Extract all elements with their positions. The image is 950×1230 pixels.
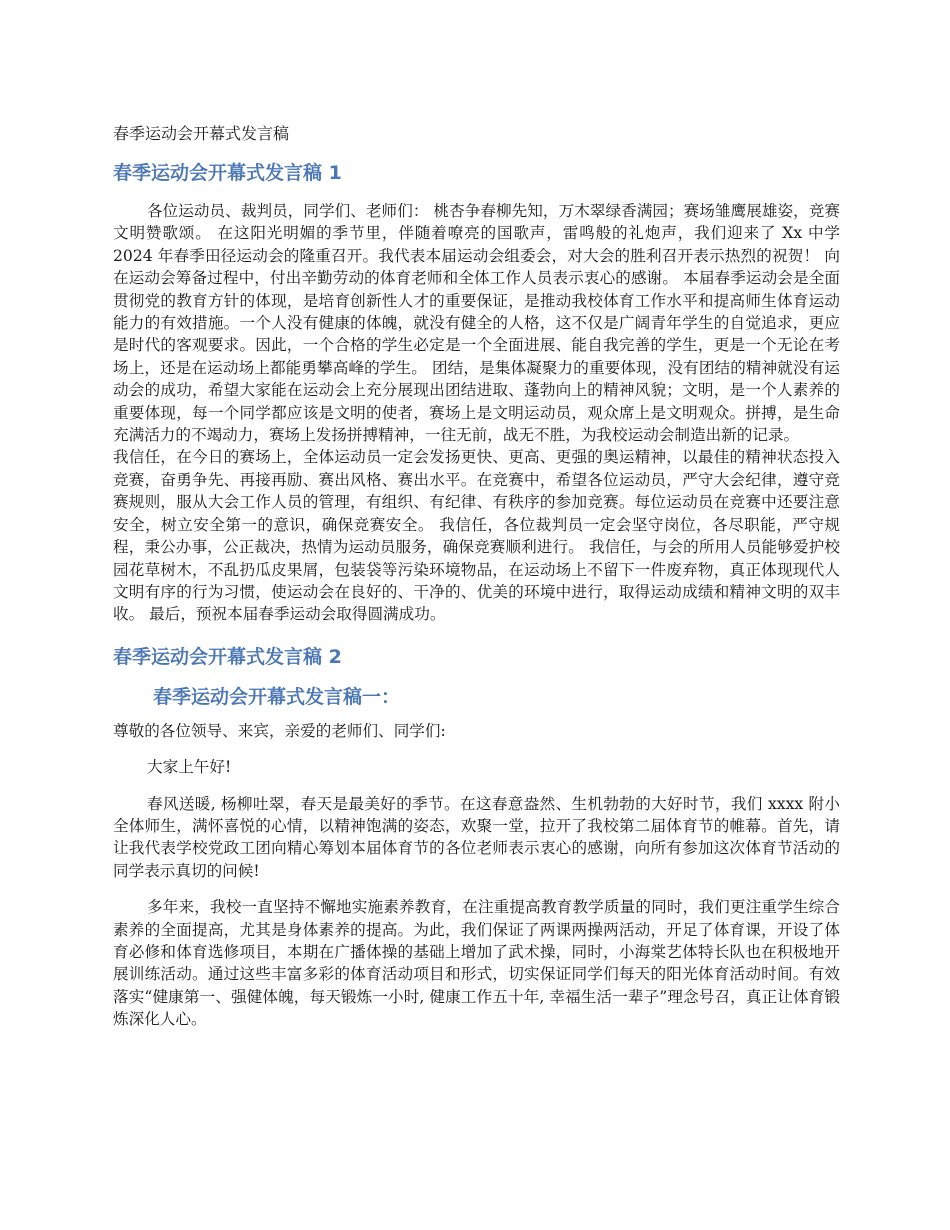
section-1-heading: 春季运动会开幕式发言稿 1 [113,162,342,184]
section-2-salutation: 尊敬的各位领导、来宾，亲爱的老师们、同学们: [113,721,446,740]
section-2-greeting: 大家上午好! [147,758,232,777]
section-1-paragraph-1: 各位运动员、裁判员，同学们、老师们： 桃杏争春柳先知，万木翠绿香满园；赛场雏鹰展雄姿，竞赛文明赞歌颂。 在这阳光明媚的季节里，伴随着嘹亮的国歌声，雷鸣般的礼炮声，我们迎来了 Xx 中学 2024 年春季田径运动会的隆重召开。我代表本届运动会组委会，对大会的胜利召开表示热烈的祝贺！ 向在运动会筹备过程中，付出辛勤劳动的体育老师和全体工作人员表示衷心的感谢。 本届春季运动会是全面贯彻党的教育方针的体现，是培育创新性人才的重要保证，是推动我校体育工作水平和提高师生体育运动能力的有效措施。一个人没有健康的体魄，就没有健全的人格，这不仅是广阔青年学生的自觉追求，更应是时代的客观要求。因此，一个合格的学生必定是一个全面进展、能自我完善的学生，更是一个无论在考场上，还是在运动场上都能勇攀高峰的学生。 团结，是集体凝聚力的重要体现，没有团结的精神就没有运动会的成功，希望大家能在运动会上充分展现出团结进取、蓬勃向上的精神风貌；文明，是一个人素养的重要体现，每一个同学都应该是文明的使者，赛场上是文明运动员，观众席上是文明观众。拼搏，是生命充满活力的不竭动力，赛场上发扬拼搏精神，一往无前，战无不胜，为我校运动会制造出新的记录。 [113,202,840,445]
section-2-heading: 春季运动会开幕式发言稿 2 [113,645,342,668]
section-2-paragraph-2: 多年来，我校一直坚持不懈地实施素养教育，在注重提高教育教学质量的同时，我们更注重学生综合素养的全面提高，尤其是身体素养的提高。为此，我们保证了两课两操两活动，开足了体育课，开设了体育必修和体育选修项目，本期在广播体操的基础上增加了武术操，同时，小海棠艺体特长队也在积极地开展训练活动。通过这些丰富多彩的体育活动项目和形式，切实保证同学们每天的阳光体育活动时间。有效落实“健康第一、强健体魄，每天锻炼一小时, 健康工作五十年, 幸福生活一辈子”理念号召，真正让体育锻炼深化人心。 [113,898,840,1029]
document-title: 春季运动会开幕式发言稿 [113,124,290,143]
section-1-paragraph-2: 我信任，在今日的赛场上，全体运动员一定会发扬更快、更高、更强的奥运精神，以最佳的精神状态投入竞赛，奋勇争先、再接再励、赛出风格、赛出水平。在竞赛中，希望各位运动员，严守大会纪律，遵守竞赛规则，服从大会工作人员的管理，有组织、有纪律、有秩序的参加竞赛。每位运动员在竞赛中还要注意安全，树立安全第一的意识，确保竞赛安全。 我信任，各位裁判员一定会坚守岗位，各尽职能，严守规程，秉公办事，公正裁决，热情为运动员服务，确保竞赛顺利进行。 我信任，与会的所用人员能够爱护校园花草树木，不乱扔瓜皮果屑，包装袋等污染环境物品，在运动场上不留下一件废弃物，真正体现现代人文明有序的行为习惯，使运动会在良好的、干净的、优美的环境中进行，取得运动成绩和精神文明的双丰收。 最后，预祝本届春季运动会取得圆满成功。 [113,448,840,624]
section-2-paragraph-1: 春风送暖, 杨柳吐翠，春天是最美好的季节。在这春意盎然、生机勃勃的大好时节，我们 xxxx 附小全体师生，满怀喜悦的心情，以精神饱满的姿态，欢聚一堂，拉开了我校第二届体育节的帷幕。首先，请让我代表学校党政工团向精心筹划本届体育节的各位老师表示衷心的感谢，向所有参加这次体育节活动的同学表示真切的问候! [113,794,840,880]
section-2-subheading: 春季运动会开幕式发言稿一： [153,685,401,708]
document-page [113,122,840,1041]
